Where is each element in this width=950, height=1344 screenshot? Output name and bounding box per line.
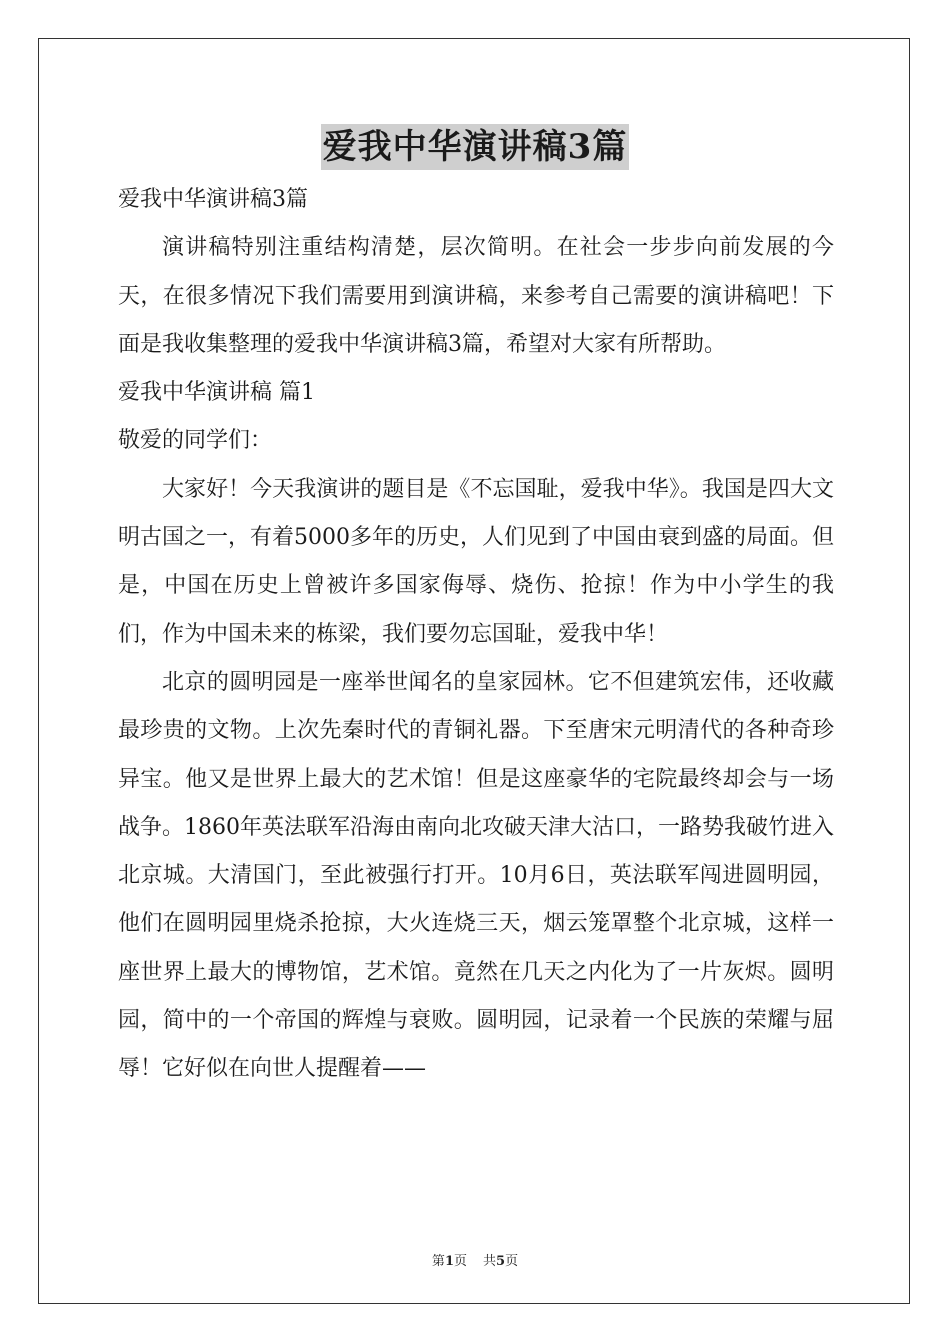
paragraph: 大家好！今天我演讲的题目是《不忘国耻，爱我中华》。我国是四大文明古国之一，有着5000多年的历史，人们见到了中国由衰到盛的局面。但是，中国在历史上曾被许多国家侮辱、烧伤、抢掠！作为中小学生的我们，作为中国未来的栋梁，我们要勿忘国耻，爱我中华！ (118, 476, 834, 647)
total-pages-number: 5 (496, 1254, 506, 1269)
title-area (0, 124, 950, 170)
total-label-suffix: 页 (505, 1254, 519, 1269)
total-label-prefix: 共 (483, 1254, 497, 1269)
page-footer (0, 1250, 950, 1269)
current-page-number: 1 (444, 1254, 454, 1269)
page-label-prefix: 第 (431, 1254, 445, 1269)
document-body (118, 176, 834, 1094)
salutation: 敬爱的同学们： (118, 428, 273, 454)
section-heading: 爱我中华演讲稿 篇1 (118, 380, 315, 406)
document-title: 爱我中华演讲稿3篇 (321, 124, 630, 170)
paragraph: 爱我中华演讲稿3篇 (118, 187, 308, 212)
paragraph: 北京的圆明园是一座举世闻名的皇家园林。它不但建筑宏伟，还收藏最珍贵的文物。上次先秦时代的青铜礼器。下至唐宋元明清代的各种奇珍异宝。他又是世界上最大的艺术馆！但是这座豪华的宅院最终却会与一场战争。1860年英法联军沿海由南向北攻破天津大沽口，一路势我破竹进入北京城。大清国门，至此被强行打开。10月6日，英法联军闯进圆明园，他们在圆明园里烧杀抢掠，大火连烧三天，烟云笼罩整个北京城，这样一座世界上最大的博物馆，艺术馆。竟然在几天之内化为了一片灰烬。圆明园，简中的一个帝国的辉煌与衰败。圆明园，记录着一个民族的荣耀与屈辱！它好似在向世人提醒着—— (118, 669, 834, 1082)
paragraph: 演讲稿特别注重结构清楚，层次简明。在社会一步步向前发展的今天，在很多情况下我们需要用到演讲稿，来参考自己需要的演讲稿吧！下面是我收集整理的爱我中华演讲稿3篇，希望对大家有所帮助。 (118, 235, 834, 357)
page-label-suffix: 页 (453, 1254, 467, 1269)
